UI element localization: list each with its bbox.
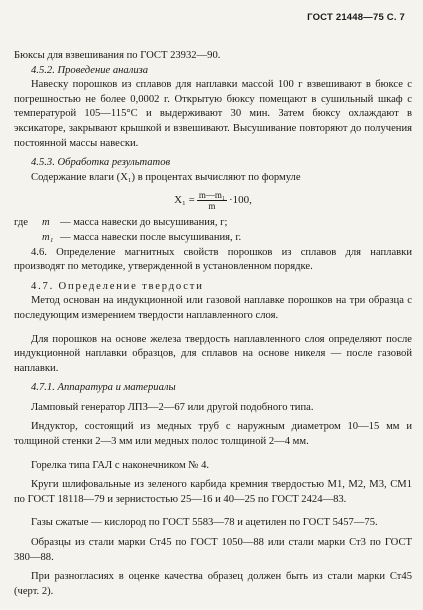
document-body — [14, 49, 412, 599]
paragraph-byuksy: Бюксы для взвешивания по ГОСТ 23932—90. — [14, 50, 221, 61]
paragraph-naveska: Навеску порошков из сплавов для наплавки массой 100 г взвешивают в бюксе с погрешностью не более 0,0002 г. Открытую бюксу помещают в сушильный шкаф с температурой 105—115°С и выдерживают 30 мин. Затем бюксу охлаждают в эксикаторе, закрывают крышкой и взвешивают. Высушивание повторяют до получения постоянной массы навески. — [14, 79, 412, 149]
formula-lhs: X₁ = — [174, 194, 195, 207]
where-label: где — [14, 217, 28, 229]
paragraph-soderzhanie: Содержание влаги (X₁) в процентах вычисляют по формуле — [31, 171, 301, 183]
heading-4-7-1: 4.7.1. Аппаратура и материалы — [31, 382, 176, 394]
formula-rhs: ·100, — [228, 194, 252, 207]
heading-4-7: 4.7. Определение твердости — [31, 280, 204, 292]
where-line-2 — [14, 231, 412, 246]
heading-4-5-2: 4.5.2. Проведение анализа — [31, 64, 149, 76]
where1-text: — масса навески до высушивания, г; — [60, 217, 228, 229]
where-line-1 — [14, 216, 412, 231]
paragraph-4-7-method: Метод основан на индукционной или газовой наплавке порошков на три образца с последующим измерением твердости наплавленного слоя. — [14, 295, 412, 321]
paragraph-inductor: Индуктор, состоящий из медных труб с наружным диаметром 10—15 мм и толщиной стенки 2—3 мм или медных полос толщиной 2—4 мм. — [14, 421, 412, 448]
paragraph-disputes: При разногласиях в оценке качества образец должен быть из стали марки Ст45 (черт. 2). — [14, 571, 412, 597]
where2-text: — масса навески после высушивания, г. — [60, 231, 242, 243]
formula-denominator: m — [208, 200, 216, 211]
where2-symbol: m₁ — [42, 231, 54, 243]
paragraph-gases: Газы сжатые — кислород по ГОСТ 5583—78 и ацетилен по ГОСТ 5457—75. — [31, 517, 378, 529]
heading-4-5-3: 4.5.3. Обработка результатов — [31, 157, 171, 169]
where1-symbol: m — [42, 217, 50, 229]
paragraph-samples: Образцы из стали марки Ст45 по ГОСТ 1050—88 или стали марки Ст3 по ГОСТ 380—88. — [14, 537, 412, 563]
paragraph-4-7-iron: Для порошков на основе железа твердость наплавленного слоя определяют после индукционной наплавки образцов, для сплавов на основе никеля — после газовой наплавки. — [14, 333, 412, 374]
paragraph-generator: Ламповый генератор ЛПЗ—2—67 или другой подобного типа. — [31, 401, 314, 413]
formula-numerator: m—m₁ — [198, 189, 225, 200]
formula-fraction — [197, 190, 227, 211]
moisture-formula — [14, 187, 412, 213]
paragraph-4-6: 4.6. Определение магнитных свойств порошков из сплавов для наплавки производят по методике, утвержденной в установленном порядке. — [14, 246, 412, 273]
paragraph-grinding-wheels: Круги шлифовальные из зеленого карбида кремния твердостью М1, М2, М3, СМ1 по ГОСТ 18118—79 и зернистостью 25—16 и 40—25 по ГОСТ 2424—83. — [14, 479, 412, 505]
paragraph-burner: Горелка типа ГАЛ с наконечником № 4. — [31, 459, 210, 471]
page-number-header: ГОСТ 21448—75 С. 7 — [307, 12, 405, 23]
